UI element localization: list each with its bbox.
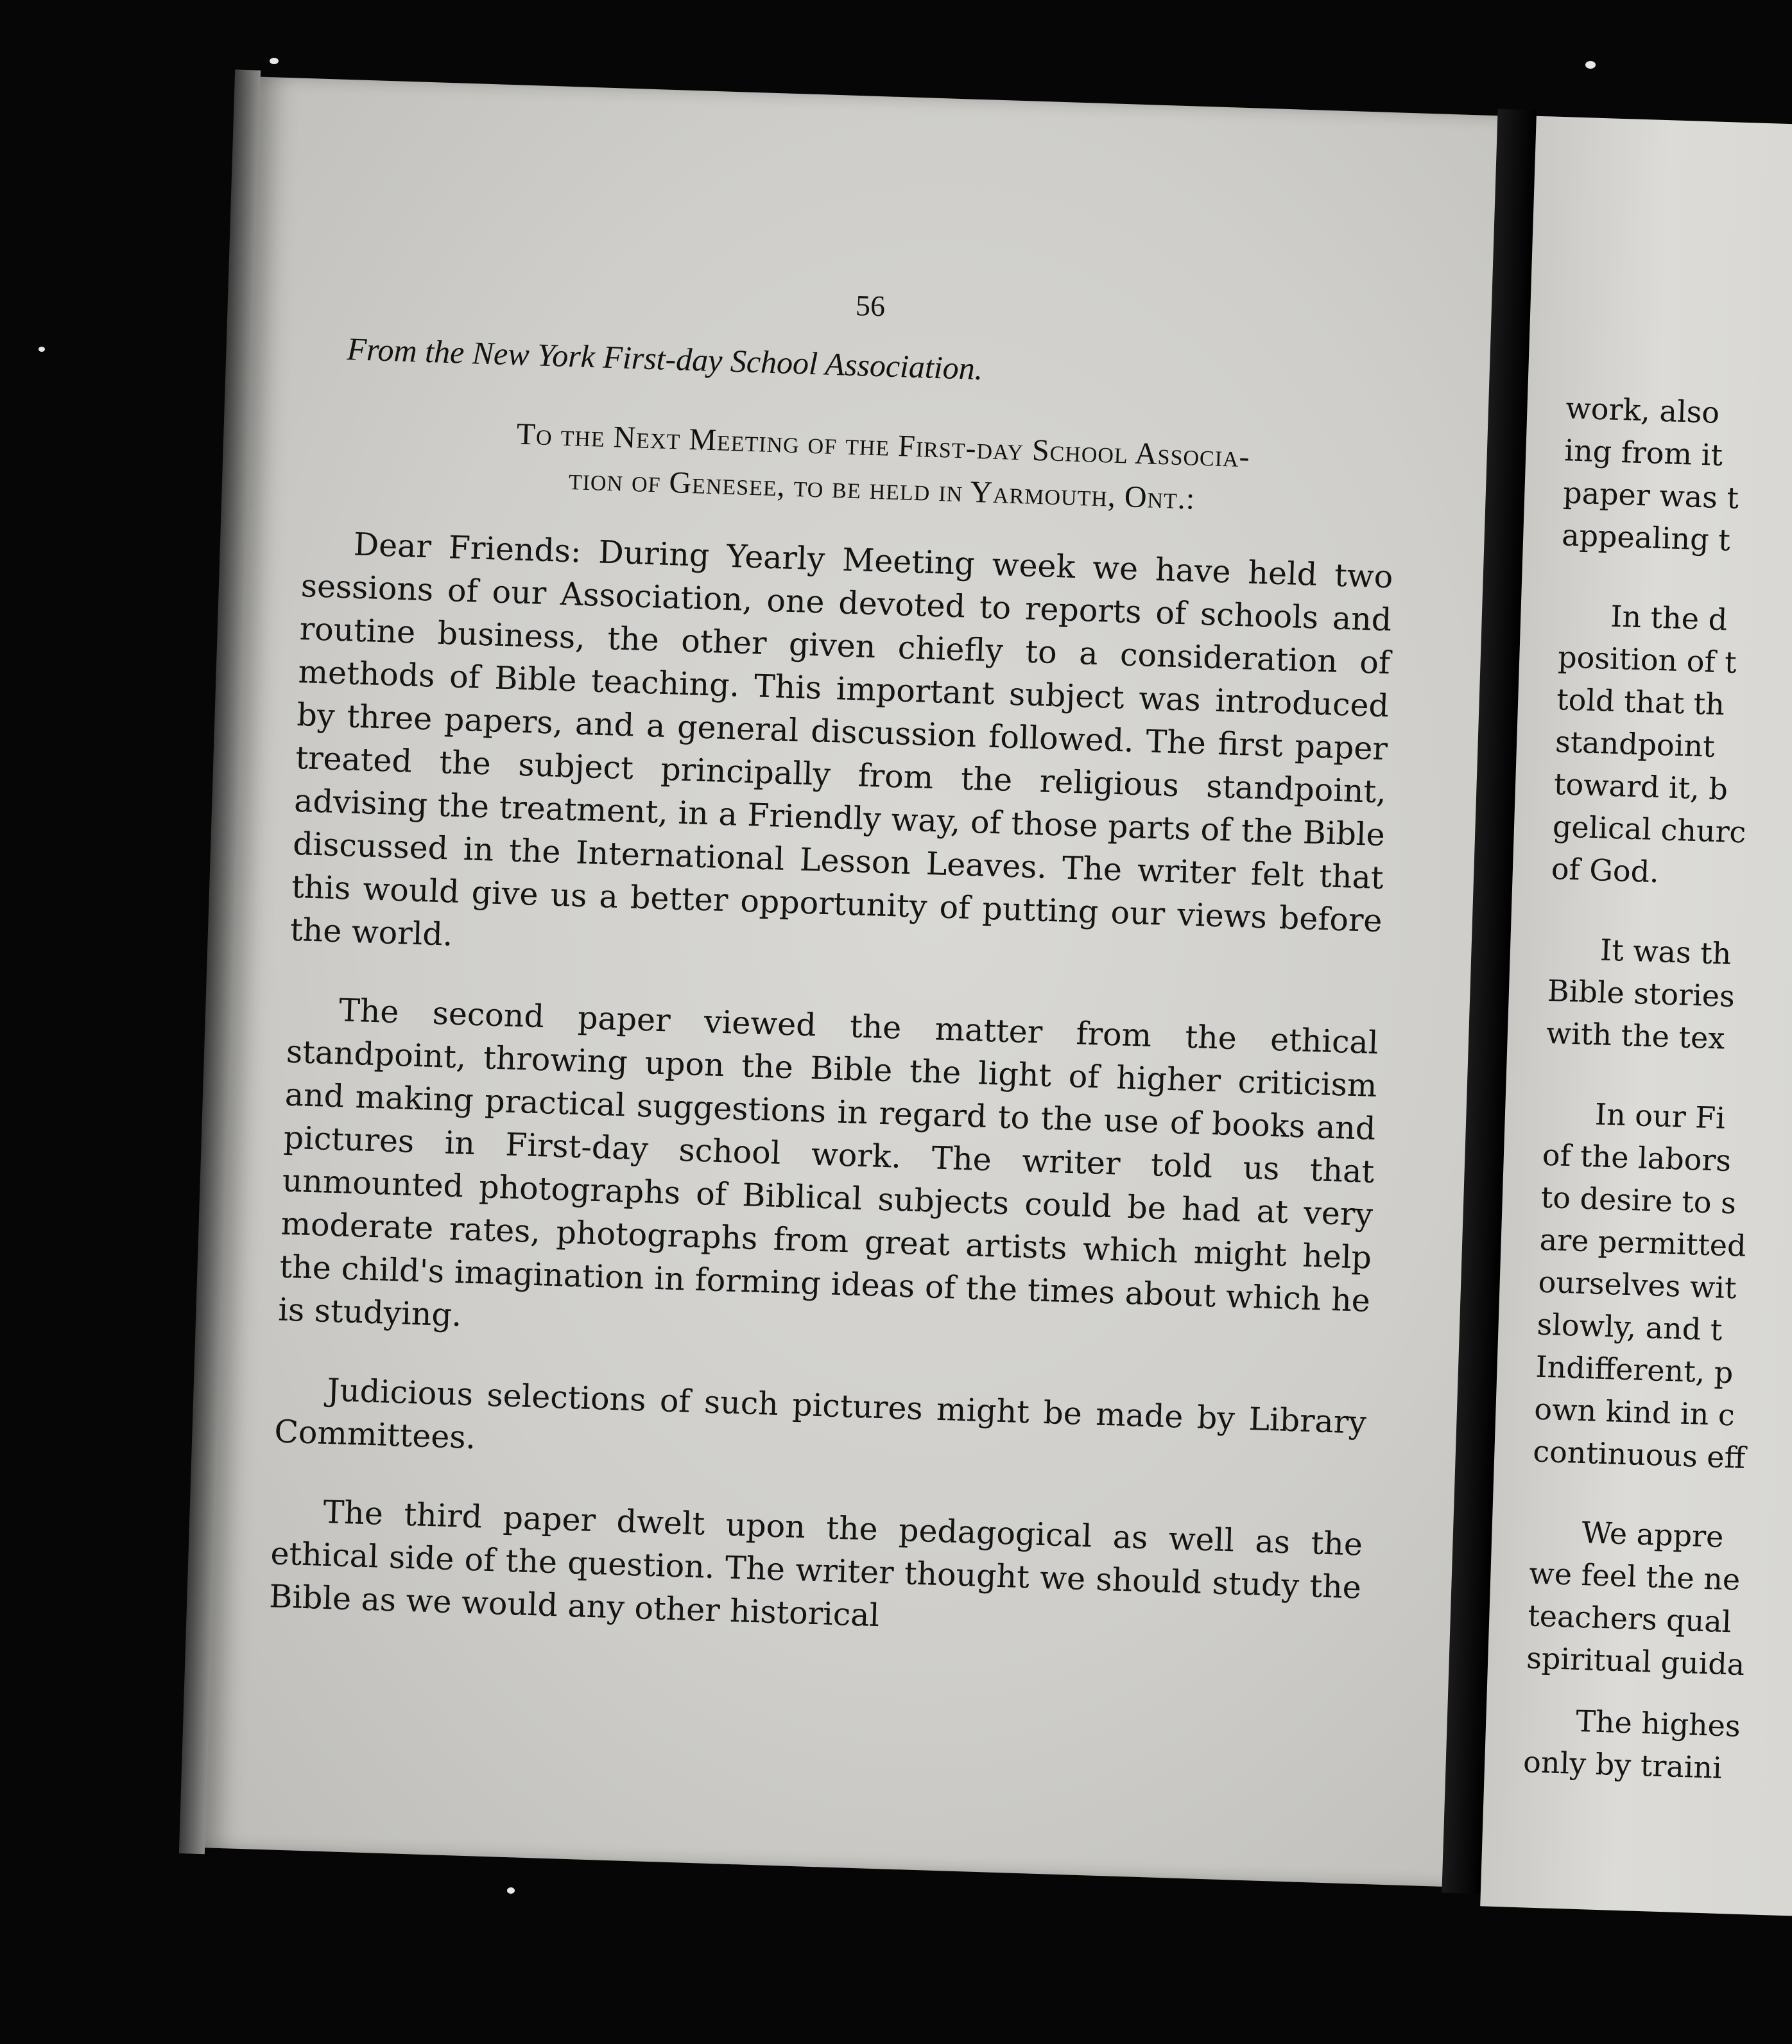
text-line: Bible stories	[1547, 973, 1736, 1014]
film-speck	[1585, 61, 1596, 69]
heading-line-1: To the Next Meeting of the First-day School Associa-	[516, 417, 1251, 474]
text-line: toward it, b	[1553, 766, 1728, 807]
text-line: The highes	[1575, 1703, 1741, 1744]
text-line: only by traini	[1522, 1744, 1723, 1786]
text-line: slowly, and t	[1536, 1306, 1723, 1347]
left-page	[203, 77, 1529, 1888]
text-line: continuous eff	[1532, 1433, 1746, 1475]
text-line: own kind in c	[1533, 1391, 1736, 1433]
text-line: work, also	[1565, 390, 1720, 430]
text-line: Indifferent, p	[1535, 1349, 1734, 1390]
text-line: are permitted	[1539, 1222, 1747, 1263]
film-speck	[39, 347, 45, 352]
letter-body	[268, 521, 1394, 1688]
text-line: of the labors	[1542, 1137, 1732, 1179]
letter-heading	[329, 406, 1435, 528]
text-line: We appre	[1581, 1515, 1725, 1554]
right-page-text	[1522, 386, 1792, 1801]
text-line: appealing t	[1561, 517, 1731, 558]
text-line: to desire to s	[1540, 1179, 1737, 1221]
film-speck	[507, 1887, 515, 1894]
text-line: teachers qual	[1527, 1598, 1732, 1640]
text-line: In the d	[1610, 598, 1728, 637]
text-line: In our Fi	[1594, 1096, 1726, 1136]
text-line: we feel the ne	[1528, 1555, 1741, 1597]
paragraph-third-paper: The third paper dwelt upon the pedagogical as well as the ethical side of the question. The writer thought we should study the Bible as we would any other historical	[268, 1493, 1363, 1634]
paragraph-second-paper: The second paper viewed the matter from the ethical standpoint, throwing upon the Bible the light of higher criticism and making practical suggestions in regard to the use of books and pictures in First-day school work. The writer told us that unmounted photographs of Biblical subjects could be had at very moderate rates, photographs from great artists which might help the child's imagination in forming ideas of the times about which he is studying.	[277, 992, 1379, 1334]
film-speck	[270, 58, 279, 64]
text-line: paper was t	[1562, 475, 1739, 515]
paragraph-dear-friends: Dear Friends: During Yearly Meeting week we have held two sessions of our Association, one devoted to reports of schools and routine business, the other given chiefly to a consideration of methods of Bible teaching. This important subject was introduced by three papers, and a general discussion followed. The first paper treated the subject principally from the religious standpoint, advising the treatment, in a Friendly way, of those parts of the Bible discussed in the International Lesson Leaves. The writer felt that this would give us a better opportunity of putting our views before the world.	[289, 526, 1394, 953]
text-line: standpoint	[1555, 724, 1716, 764]
text-line: gelical churc	[1552, 809, 1747, 850]
text-line: spiritual guida	[1526, 1640, 1746, 1683]
page-number: 56	[855, 288, 886, 323]
text-line: ourselves wit	[1537, 1264, 1737, 1306]
text-line: of God.	[1551, 851, 1660, 890]
text-line: ing from it	[1564, 433, 1723, 473]
heading-line-2: tion of Genesee, to be held in Yarmouth, Ont.:	[568, 462, 1196, 516]
paragraph-judicious-selections: Judicious selections of such pictures might be made by Library Committees.	[273, 1371, 1367, 1457]
source-attribution: From the New York First-day School Association.	[346, 331, 984, 387]
text-line: position of t	[1557, 639, 1737, 680]
text-line: told that th	[1556, 682, 1725, 722]
text-line: with the tex	[1546, 1015, 1726, 1056]
text-line: It was th	[1599, 932, 1732, 971]
